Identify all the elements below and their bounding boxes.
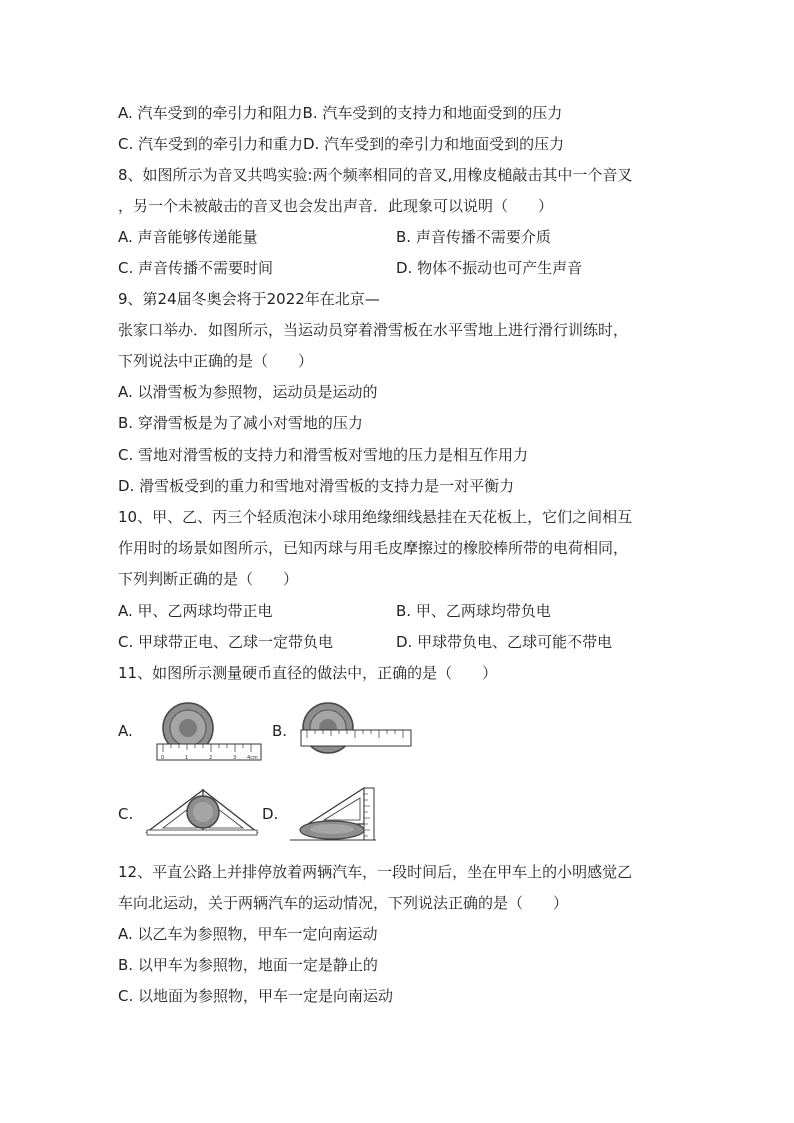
q11-label-d: D. [262,805,279,823]
q8-options-row1 [118,227,678,247]
ruler-mark-4: 4cm [247,755,258,761]
ruler-icon [364,788,374,840]
q11-figure-a [155,700,265,766]
q10-option-c: C. 甲球带正电、乙球一定带负电 [118,633,334,651]
q10-option-a: A. 甲、乙两球均带正电 [118,602,273,620]
q9-option-a: A. 以滑雪板为参照物，运动员是运动的 [118,383,378,401]
q11-figure-d [288,786,378,842]
q8-option-c: C. 声音传播不需要时间 [118,259,274,277]
q11-label-c: C. [118,805,134,823]
q10-options-row1 [118,601,678,621]
q8-stem-line2: ，另一个未被敲击的音叉也会发出声音．此现象可以说明（ ） [118,197,554,215]
q7-options-row1: A. 汽车受到的牵引力和阻力B. 汽车受到的支持力和地面受到的压力 [118,104,563,122]
q11-figure-b [295,700,413,756]
q9-stem-line1: 9、第24届冬奥会将于2022年在北京— [118,290,380,308]
ruler-mark-2: 2 [209,755,213,761]
q9-option-d: D. 滑雪板受到的重力和雪地对滑雪板的支持力是一对平衡力 [118,477,515,495]
q8-option-a: A. 声音能够传递能量 [118,228,258,246]
q10-option-d: D. 甲球带负电、乙球可能不带电 [396,633,613,651]
q12-stem-line2: 车向北运动，关于两辆汽车的运动情况，下列说法正确的是（ ） [118,894,569,912]
q11-stem: 11、如图所示测量硬币直径的做法中，正确的是（ ） [118,664,498,682]
ruler-icon [301,730,411,746]
q10-stem-line1: 10、甲、乙、丙三个轻质泡沫小球用绝缘细线悬挂在天花板上，它们之间相互 [118,508,633,526]
q9-option-b: B. 穿滑雪板是为了减小对雪地的压力 [118,414,363,432]
ruler-mark-1: 1 [185,755,189,761]
q9-option-c: C. 雪地对滑雪板的支持力和滑雪板对雪地的压力是相互作用力 [118,446,529,464]
q10-option-b: B. 甲、乙两球均带负电 [396,602,551,620]
q8-option-d: D. 物体不振动也可产生声音 [396,259,583,277]
q10-stem-line2: 作用时的场景如图所示，已知丙球与用毛皮摩擦过的橡胶棒所带的电荷相同， [118,539,629,557]
q12-stem-line1: 12、平直公路上并排停放着两辆汽车，一段时间后，坐在甲车上的小明感觉乙 [118,863,633,881]
q11-label-a: A. [118,722,133,740]
q12-option-a: A. 以乙车为参照物，甲车一定向南运动 [118,925,378,943]
q12-option-b: B. 以甲车为参照物，地面一定是静止的 [118,956,378,974]
q10-options-row2 [118,632,678,652]
ruler-mark-3: 3 [233,755,237,761]
q7-options-row2: C. 汽车受到的牵引力和重力D. 汽车受到的牵引力和地面受到的压力 [118,135,565,153]
ruler-mark-0: 0 [161,755,165,761]
q8-stem-line1: 8、如图所示为音叉共鸣实验:两个频率相同的音叉,用橡皮槌敲击其中一个音叉 [118,166,633,184]
q10-stem-line3: 下列判断正确的是（ ） [118,570,299,588]
q9-stem-line3: 下列说法中正确的是（ ） [118,352,314,370]
q12-option-c: C. 以地面为参照物，甲车一定是向南运动 [118,987,394,1005]
q11-figure-c [145,786,260,836]
set-square-icon [308,788,364,824]
q9-stem-line2: 张家口举办．如图所示，当运动员穿着滑雪板在水平雪地上进行滑行训练时， [118,321,629,339]
q8-options-row2 [118,258,678,278]
q8-option-b: B. 声音传播不需要介质 [396,228,551,246]
q11-label-b: B. [272,722,288,740]
ruler-icon [147,830,257,835]
